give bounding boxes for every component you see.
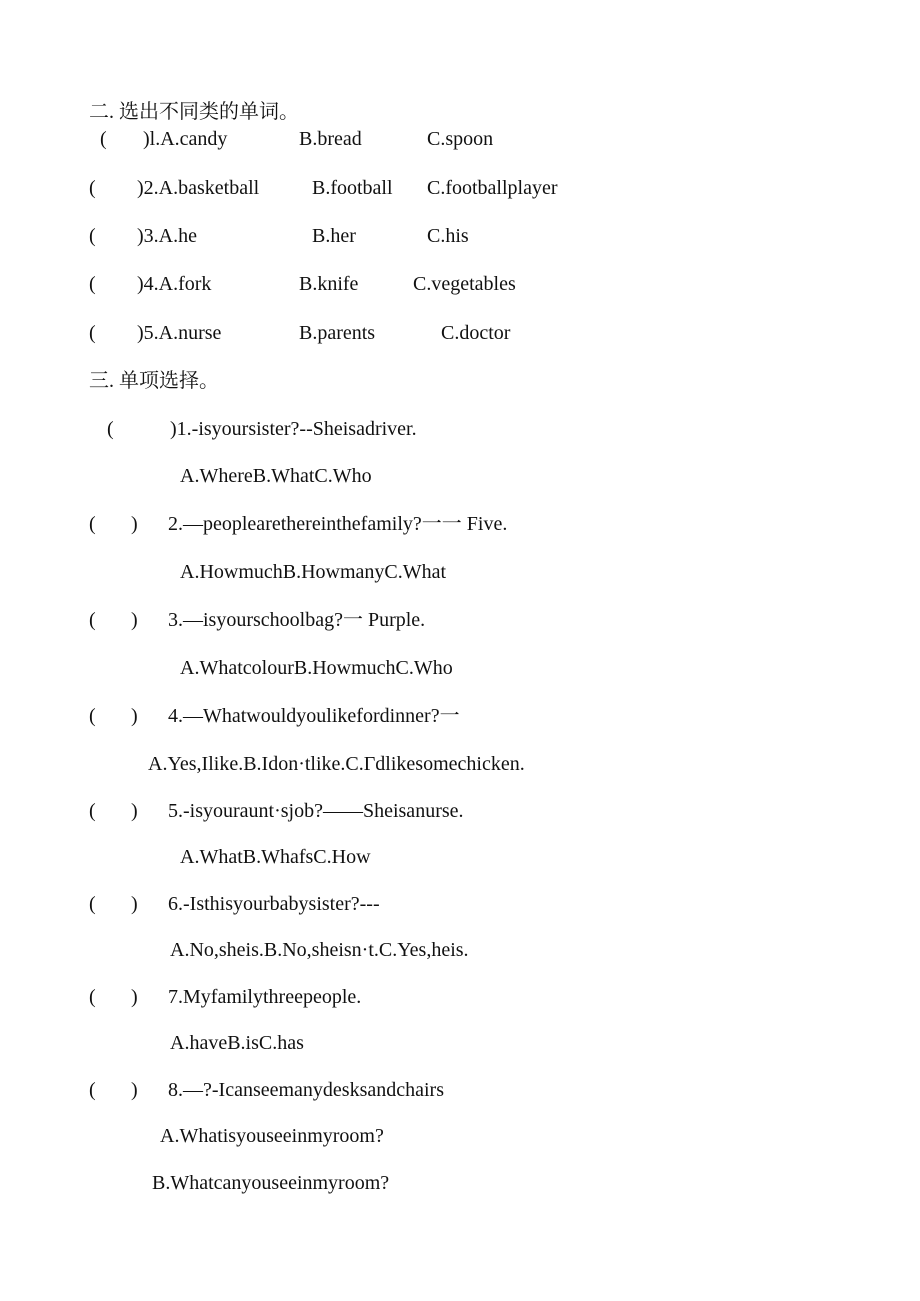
answer-paren: ( — [89, 800, 96, 822]
option-b: B.bread — [299, 128, 362, 150]
question-options: A.HowmuchB.HowmanyC.What — [180, 561, 447, 583]
question-text: )1.-isyoursister?--Sheisadriver. — [170, 418, 417, 440]
option-a: )4.A.fork — [137, 273, 212, 295]
answer-paren-close: ) — [131, 705, 138, 727]
question-options: A.Yes,Ilike.B.Idon·tlike.C.Γdlikesomechicken. — [148, 753, 525, 775]
option-b: B.parents — [299, 322, 376, 344]
question-text: 4.—Whatwouldyoulikefordinner?一 — [168, 705, 460, 727]
answer-paren-close: ) — [131, 1079, 138, 1101]
answer-paren: ( — [89, 893, 96, 915]
option-b: B.football — [312, 177, 393, 199]
answer-paren: ( — [89, 322, 96, 344]
option-a: A.Whatisyouseeinmyroom? — [160, 1125, 384, 1147]
question-options: A.WhatB.WhafsC.How — [180, 846, 371, 868]
question-options: A.WhereB.WhatC.Who — [180, 465, 372, 487]
section-2-heading: 二. 选出不同类的单词。 — [89, 101, 299, 123]
answer-paren-close: ) — [131, 513, 138, 535]
answer-paren: ( — [89, 225, 96, 247]
option-c: C.doctor — [441, 322, 511, 344]
option-a: )3.A.he — [137, 225, 197, 247]
option-c: C.his — [427, 225, 469, 247]
option-c: C.footballplayer — [427, 177, 558, 199]
answer-paren: ( — [89, 609, 96, 631]
answer-paren-close: ) — [131, 609, 138, 631]
question-text: 2.—peoplearethereinthefamily?一一 Five. — [168, 513, 508, 535]
question-text: 3.—isyourschoolbag?一 Purple. — [168, 609, 426, 631]
question-options: A.haveB.isC.has — [170, 1032, 304, 1054]
answer-paren: ( — [89, 513, 96, 535]
option-a: )5.A.nurse — [137, 322, 222, 344]
option-c: C.spoon — [427, 128, 494, 150]
question-options: A.WhatcolourB.HowmuchC.Who — [180, 657, 453, 679]
answer-paren: ( — [100, 128, 107, 150]
question-text: 5.-isyouraunt·sjob?——Sheisanurse. — [168, 800, 464, 822]
question-options: A.No,sheis.B.No,sheisn·t.C.Yes,heis. — [170, 939, 469, 961]
option-b: B.Whatcanyouseeinmyroom? — [152, 1172, 390, 1194]
question-text: 8.—?-Icanseemanydesksandchairs — [168, 1079, 444, 1101]
answer-paren: ( — [89, 177, 96, 199]
option-b: B.her — [312, 225, 356, 247]
answer-paren-close: ) — [131, 986, 138, 1008]
answer-paren: ( — [89, 986, 96, 1008]
answer-paren: ( — [89, 1079, 96, 1101]
question-text: 7.Myfamilythreepeople. — [168, 986, 362, 1008]
option-a: )l.A.candy — [143, 128, 228, 150]
option-a: )2.A.basketball — [137, 177, 260, 199]
answer-paren-close: ) — [131, 893, 138, 915]
answer-paren: ( — [107, 418, 114, 440]
question-text: 6.-Isthisyourbabysister?--- — [168, 893, 380, 915]
answer-paren: ( — [89, 705, 96, 727]
option-b: B.knife — [299, 273, 359, 295]
section-3-heading: 三. 单项选择。 — [89, 370, 219, 392]
answer-paren: ( — [89, 273, 96, 295]
answer-paren-close: ) — [131, 800, 138, 822]
option-c: C.vegetables — [413, 273, 516, 295]
